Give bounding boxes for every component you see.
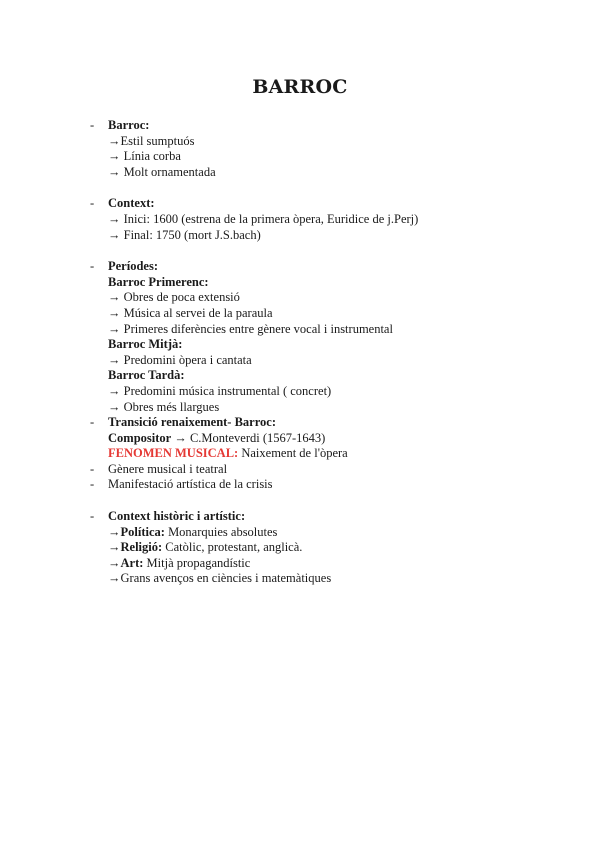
fenomen-label: FENOMEN MUSICAL: xyxy=(108,446,239,461)
subheading-barroc-primerenc: Barroc Primerenc: xyxy=(108,274,209,289)
compositor-line xyxy=(108,431,560,447)
religio-line xyxy=(108,540,560,556)
manifestacio-item: Manifestació artística de la crisis xyxy=(108,477,273,492)
subheading-barroc-mitja: Barroc Mitjà: xyxy=(108,337,183,352)
section-periodes xyxy=(90,259,560,493)
politica-line xyxy=(108,525,560,541)
bullet-dash: - xyxy=(90,477,95,492)
list-item: → Inici: 1600 (estrena de la primera òpera, Euridice de j.Perj) xyxy=(108,211,419,226)
page-title: BARROC xyxy=(252,76,348,98)
section-heading-context-historic: Context històric i artístic: xyxy=(108,509,246,524)
section-heading-periodes: Períodes: xyxy=(108,259,158,274)
list-item: →Estil sumptuós xyxy=(108,133,195,148)
list-item: → Predomini òpera i cantata xyxy=(108,352,252,367)
document-body xyxy=(90,118,560,603)
bullet-dash: - xyxy=(90,196,95,211)
art-label: →Art: xyxy=(108,555,144,570)
fenomen-value: Naixement de l'òpera xyxy=(238,446,348,461)
list-item: → Obres més llargues xyxy=(108,399,220,414)
religio-value: Catòlic, protestant, anglicà. xyxy=(162,540,303,555)
genere-item: Gènere musical i teatral xyxy=(108,461,228,476)
section-context-historic xyxy=(90,509,560,587)
subheading-barroc-tarda: Barroc Tardà: xyxy=(108,368,185,383)
fenomen-line xyxy=(108,446,560,462)
ciencies-line: →Grans avenços en ciències i matemàtiques xyxy=(108,571,332,586)
list-item: → Primeres diferències entre gènere vocal i instrumental xyxy=(108,321,393,336)
religio-label: →Religió: xyxy=(108,540,163,555)
list-item: → Final: 1750 (mort J.S.bach) xyxy=(108,227,261,242)
art-value: Mitjà propagandístic xyxy=(143,555,251,570)
section-context xyxy=(90,196,560,243)
bullet-dash: - xyxy=(90,118,95,132)
list-item: → Obres de poca extensió xyxy=(108,290,240,305)
list-item: → Música al servei de la paraula xyxy=(108,305,273,320)
compositor-value: → C.Monteverdi (1567-1643) xyxy=(171,430,326,445)
section-heading-barroc: Barroc: xyxy=(108,118,150,132)
section-heading-context: Context: xyxy=(108,196,155,211)
bullet-dash: - xyxy=(90,415,95,430)
bullet-dash: - xyxy=(90,461,95,476)
section-heading-transicio: Transició renaixement- Barroc: xyxy=(108,415,277,430)
section-barroc xyxy=(90,118,560,180)
list-item: → Molt ornamentada xyxy=(108,164,216,179)
list-item: → Predomini música instrumental ( concret) xyxy=(108,383,332,398)
politica-label: →Política: xyxy=(108,524,165,539)
bullet-dash: - xyxy=(90,509,95,524)
list-item: → Línia corba xyxy=(108,149,181,164)
compositor-label: Compositor xyxy=(108,430,172,445)
politica-value: Monarquies absolutes xyxy=(164,524,278,539)
art-line xyxy=(108,556,560,572)
bullet-dash: - xyxy=(90,259,95,274)
